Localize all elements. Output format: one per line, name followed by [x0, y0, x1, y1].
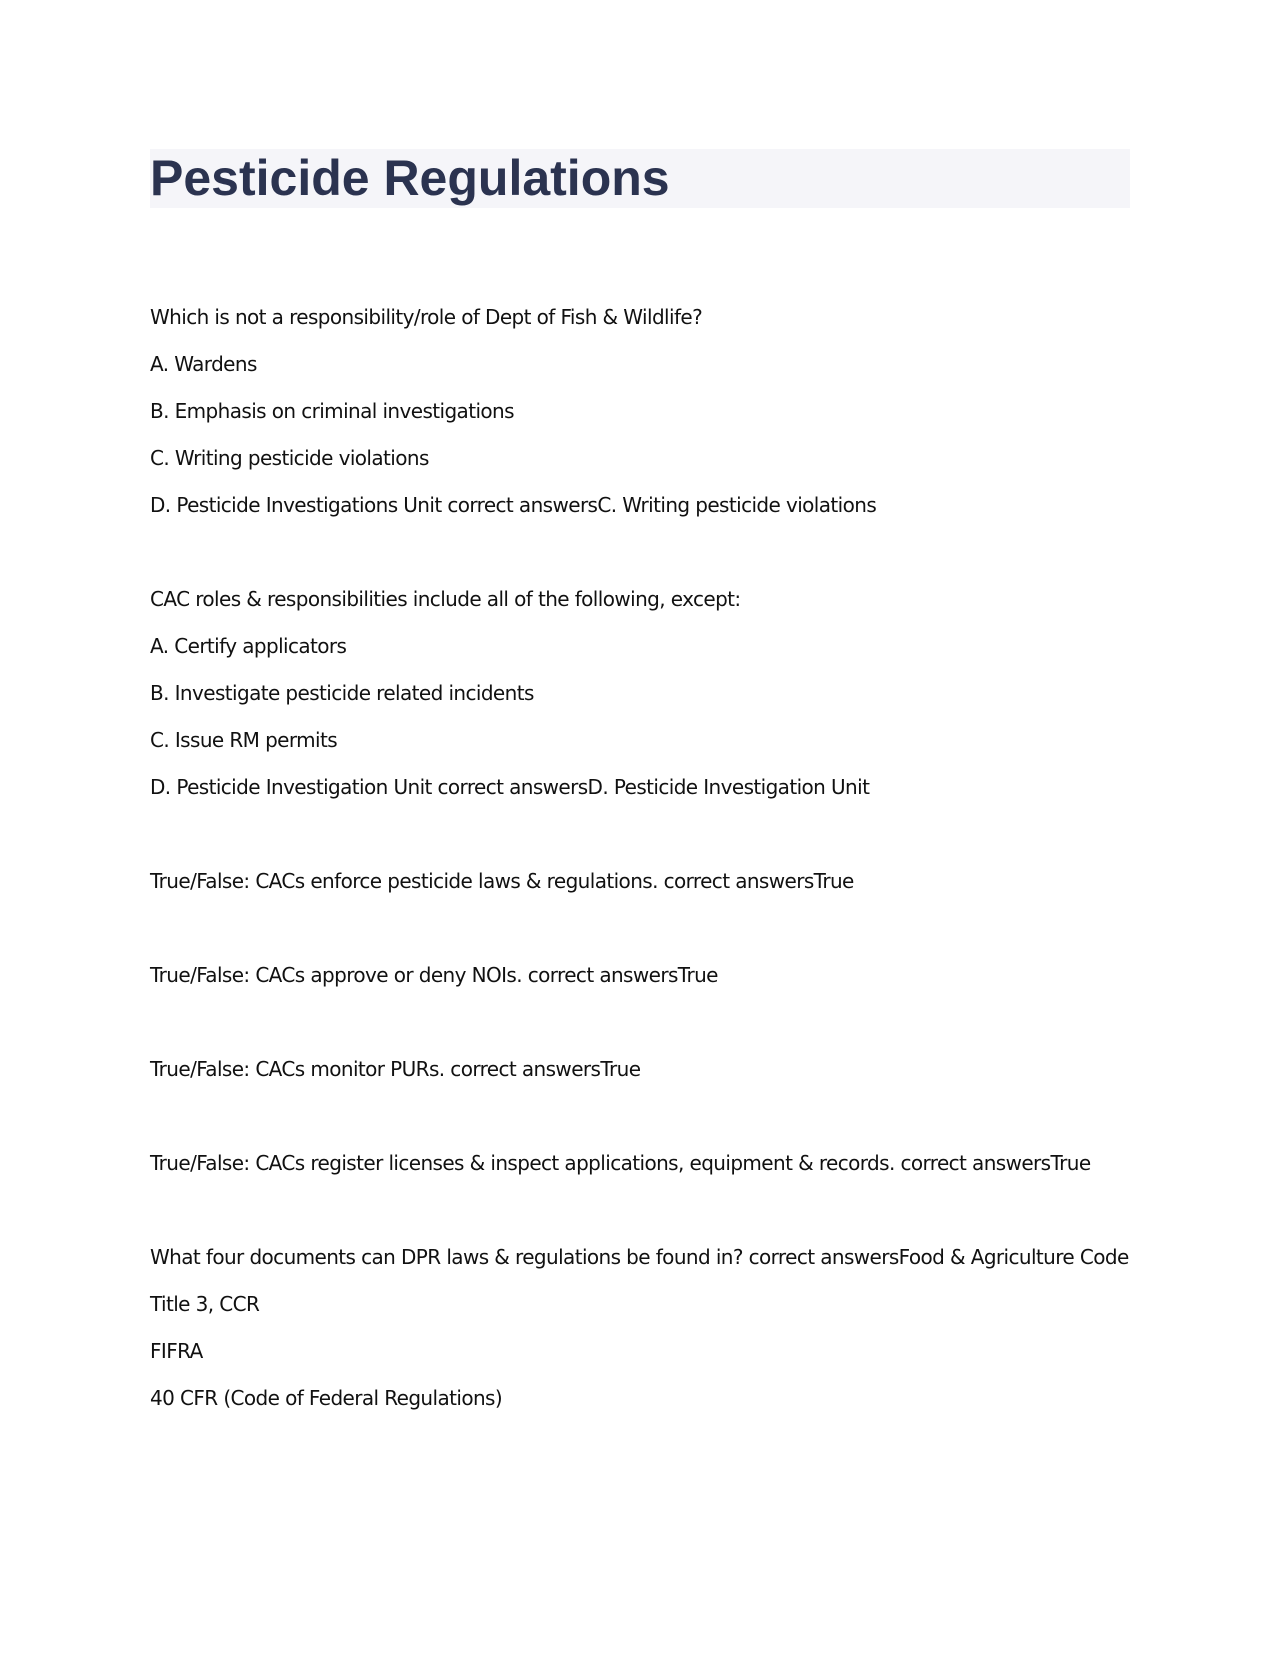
question-2-option-c: C. Issue RM permits: [150, 728, 338, 752]
question-2-option-a: A. Certify applicators: [150, 634, 347, 658]
question-1-option-d-answer: D. Pesticide Investigations Unit correct answersC. Writing pesticide violations: [150, 493, 877, 517]
question-1-option-c: C. Writing pesticide violations: [150, 446, 429, 470]
question-1-text: Which is not a responsibility/role of Dept of Fish & Wildlife?: [150, 305, 703, 329]
question-7-answer-line-4: 40 CFR (Code of Federal Regulations): [150, 1386, 503, 1410]
question-5-text: True/False: CACs monitor PURs. correct answersTrue: [150, 1057, 641, 1081]
question-2-text: CAC roles & responsibilities include all of the following, except:: [150, 587, 741, 611]
question-4-text: True/False: CACs approve or deny NOIs. correct answersTrue: [150, 963, 718, 987]
question-3-text: True/False: CACs enforce pesticide laws & regulations. correct answersTrue: [150, 869, 854, 893]
question-1-option-b: B. Emphasis on criminal investigations: [150, 399, 514, 423]
question-2-option-b: B. Investigate pesticide related incidents: [150, 681, 534, 705]
question-7-answer-line-2: Title 3, CCR: [150, 1292, 260, 1316]
question-6-text: True/False: CACs register licenses & inspect applications, equipment & records. correct answersTrue: [150, 1151, 1091, 1175]
document-title: Pesticide Regulations: [150, 150, 670, 206]
question-7-answer-line-3: FIFRA: [150, 1339, 203, 1363]
question-2-option-d-answer: D. Pesticide Investigation Unit correct answersD. Pesticide Investigation Unit: [150, 775, 870, 799]
question-1-option-a: A. Wardens: [150, 352, 257, 376]
question-7-text: What four documents can DPR laws & regulations be found in? correct answersFood & Agriculture Code: [150, 1245, 1129, 1269]
